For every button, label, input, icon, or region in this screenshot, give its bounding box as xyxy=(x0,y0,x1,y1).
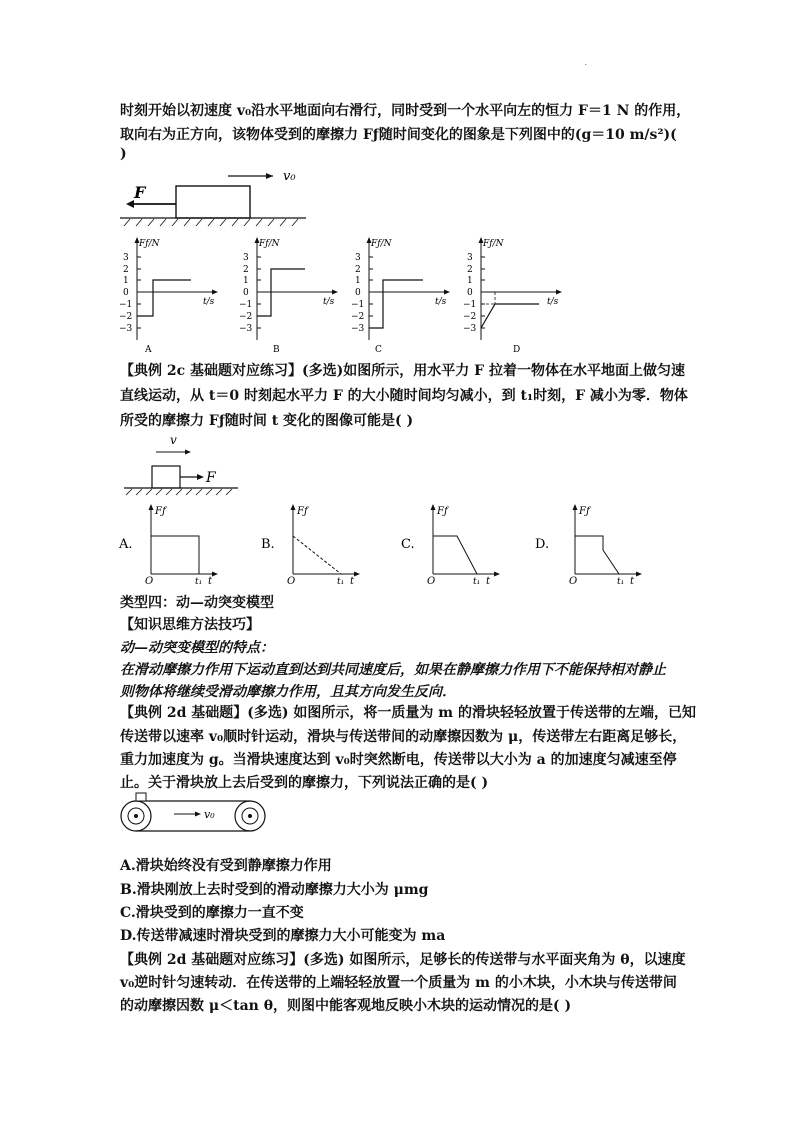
q2-option-c: C. xyxy=(401,537,415,552)
svg-text:2: 2 xyxy=(355,265,361,275)
svg-text:−2: −2 xyxy=(351,312,365,322)
svg-text:−1: −1 xyxy=(239,300,253,310)
svg-text:Fƒ: Fƒ xyxy=(579,506,590,517)
q1-force-label: F xyxy=(134,183,146,202)
svg-text:1: 1 xyxy=(467,276,473,286)
svg-text:0: 0 xyxy=(467,288,473,298)
q2-line1: 【典例 2c 基础题对应练习】(多选)如图所示，用水平力 F 拉着一物体在水平地面上做匀速 xyxy=(120,363,685,379)
svg-text:t/s: t/s xyxy=(435,297,447,307)
svg-text:t: t xyxy=(350,576,355,587)
svg-text:3: 3 xyxy=(467,253,473,263)
svg-text:1: 1 xyxy=(243,276,249,286)
svg-text:−3: −3 xyxy=(351,324,365,334)
svg-text:−3: −3 xyxy=(463,324,477,334)
q1-option-a: A xyxy=(145,345,152,355)
q1-graph-b xyxy=(239,237,338,355)
ground-hatch xyxy=(124,219,298,226)
svg-text:t: t xyxy=(630,576,635,587)
svg-text:−1: −1 xyxy=(119,300,133,310)
q2-line3: 所受的摩擦力 Fƒ随时间 t 变化的图像可能是( ) xyxy=(120,413,414,429)
q3-line4: 止。关于滑块放上去后受到的摩擦力，下列说法正确的是( ) xyxy=(120,775,489,791)
svg-text:Fƒ/N: Fƒ/N xyxy=(483,239,504,249)
svg-text:−3: −3 xyxy=(119,324,133,334)
svg-text:t/s: t/s xyxy=(323,297,335,307)
svg-text:t/s: t/s xyxy=(203,297,215,307)
q3-line3: 重力加速度为 g。当滑块速度达到 v₀时突然断电，传送带以大小为 a 的加速度匀减速至停 xyxy=(120,752,677,768)
q1-option-b: B xyxy=(273,345,280,355)
q3-choice-b: B.滑块刚放上去时受到的滑动摩擦力大小为 μmg xyxy=(120,882,429,898)
svg-text:1: 1 xyxy=(123,276,129,286)
q1-block xyxy=(176,186,250,218)
q1-line1: 时刻开始以初速度 v₀沿水平地面向右滑行，同时受到一个水平向左的恒力 F＝1 N 的作用， xyxy=(120,103,691,119)
q2-graph-c xyxy=(401,504,500,587)
svg-text:Fƒ: Fƒ xyxy=(155,506,166,517)
svg-text:Fƒ: Fƒ xyxy=(297,506,308,517)
q3-choice-a: A.滑块始终没有受到静摩擦力作用 xyxy=(120,858,332,874)
slider-block xyxy=(136,793,146,801)
q2-line2: 直线运动，从 t＝0 时刻起水平力 F 的大小随时间均匀减小，到 t₁时刻，F 减小为零．物体 xyxy=(120,388,688,404)
svg-text:1: 1 xyxy=(355,276,361,286)
svg-text:t₁: t₁ xyxy=(473,577,481,587)
feature-line2: 则物体将继续受滑动摩擦力作用，且其方向发生反向． xyxy=(120,684,456,700)
q2-v-label: v xyxy=(170,433,177,447)
belt-v0-label: v₀ xyxy=(204,808,215,821)
q2-graph-a xyxy=(118,504,218,587)
svg-text:3: 3 xyxy=(243,253,249,263)
svg-text:0: 0 xyxy=(355,288,361,298)
svg-text:−1: −1 xyxy=(463,300,477,310)
q2-graph-d xyxy=(535,504,642,587)
svg-text:O: O xyxy=(287,576,296,587)
q1-line3: ) xyxy=(120,146,127,162)
q1-graph-c xyxy=(351,237,450,355)
svg-text:3: 3 xyxy=(355,253,361,263)
svg-text:Fƒ/N: Fƒ/N xyxy=(259,239,280,249)
svg-text:2: 2 xyxy=(467,265,473,275)
svg-text:−2: −2 xyxy=(463,312,477,322)
q2-f-label: F xyxy=(206,470,216,486)
section-title: 类型四：动—动突变模型 xyxy=(120,595,274,611)
svg-text:3: 3 xyxy=(123,253,129,263)
svg-text:O: O xyxy=(427,576,436,587)
q2-option-a: A. xyxy=(119,537,133,552)
svg-text:0: 0 xyxy=(123,288,129,298)
svg-text:−2: −2 xyxy=(239,312,253,322)
svg-text:Fƒ: Fƒ xyxy=(437,506,448,517)
svg-text:t: t xyxy=(486,576,491,587)
q3-line2: 传送带以速率 v₀顺时针运动，滑块与传送带间的动摩擦因数为 μ，传送带左右距离足够长， xyxy=(120,729,687,745)
svg-text:t: t xyxy=(208,576,213,587)
svg-text:O: O xyxy=(145,576,154,587)
svg-text:Fƒ/N: Fƒ/N xyxy=(139,239,160,249)
feature-title: 动—动突变模型的特点： xyxy=(120,640,274,656)
q2-block xyxy=(152,466,180,488)
q3-choice-c: C.滑块受到的摩擦力一直不变 xyxy=(120,905,304,921)
conveyor-belt-figure xyxy=(118,790,268,840)
q1-graphs xyxy=(115,232,585,356)
corner-mark: . xyxy=(584,58,587,67)
svg-text:0: 0 xyxy=(243,288,249,298)
svg-text:−1: −1 xyxy=(351,300,365,310)
q4-line2: v₀逆时针匀速转动．在传送带的上端轻轻放置一个质量为 m 的小木块，小木块与传送带间 xyxy=(120,975,677,991)
q2-graph-b xyxy=(261,504,360,587)
q1-option-d: D xyxy=(513,345,521,355)
q1-option-c: C xyxy=(375,345,382,355)
q4-line1: 【典例 2d 基础题对应练习】(多选) 如图所示，足够长的传送带与水平面夹角为 θ，以速度 xyxy=(120,952,686,968)
svg-text:t₁: t₁ xyxy=(337,577,345,587)
svg-text:O: O xyxy=(569,576,578,587)
q4-line3: 的动摩擦因数 μ＜tan θ，则图中能客观地反映小木块的运动情况的是( ) xyxy=(120,998,572,1014)
svg-text:2: 2 xyxy=(123,265,129,275)
svg-text:2: 2 xyxy=(243,265,249,275)
svg-text:Fƒ/N: Fƒ/N xyxy=(371,239,392,249)
svg-text:t₁: t₁ xyxy=(617,577,625,587)
svg-text:t₁: t₁ xyxy=(195,577,203,587)
q2-graphs xyxy=(115,500,635,587)
section-method: 【知识思维方法技巧】 xyxy=(120,617,260,633)
q3-choice-d: D.传送带减速时滑块受到的摩擦力大小可能变为 ma xyxy=(120,928,446,944)
q3-line1: 【典例 2d 基础题】(多选) 如图所示，将一质量为 m 的滑块轻轻放置于传送带的左端，已知 xyxy=(120,705,696,721)
q2-block-figure xyxy=(118,432,248,496)
q1-line2: 取向右为正方向，该物体受到的摩擦力 Fƒ随时间变化的图象是下列图中的(g＝10 m/s²)( xyxy=(120,127,677,143)
q1-graph-d xyxy=(463,237,562,355)
feature-line1: 在滑动摩擦力作用下运动直到达到共同速度后，如果在静摩擦力作用下不能保持相对静止 xyxy=(120,662,666,678)
q1-block-figure xyxy=(118,162,318,230)
svg-text:t/s: t/s xyxy=(547,297,559,307)
q2-option-d: D. xyxy=(535,537,550,552)
q1-graph-a xyxy=(119,237,218,355)
svg-text:−2: −2 xyxy=(119,312,133,322)
svg-text:−3: −3 xyxy=(239,324,253,334)
q2-option-b: B. xyxy=(261,537,275,552)
q1-v0-label: v₀ xyxy=(283,169,296,184)
